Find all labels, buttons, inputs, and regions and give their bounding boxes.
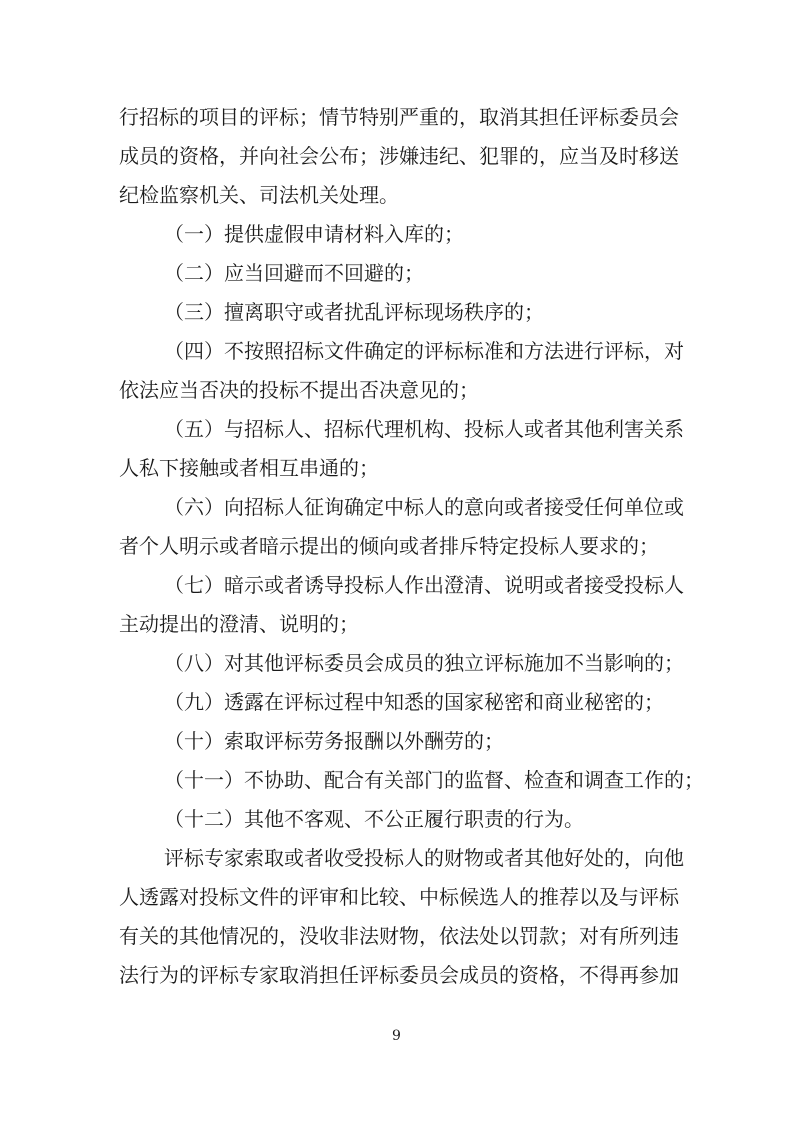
text-line: 依法应当否决的投标不提出否决意见的； xyxy=(119,378,479,402)
text-line: （六）向招标人征询确定中标人的意向或者接受任何单位或 xyxy=(164,495,684,519)
text-line: 人透露对投标文件的评审和比较、中标候选人的推荐以及与评标 xyxy=(119,885,679,909)
text-line: （二）应当回避而不回避的； xyxy=(164,261,424,285)
text-line: （七）暗示或者诱导投标人作出澄清、说明或者接受投标人 xyxy=(164,573,684,597)
text-line: （十）索取评标劳务报酬以外酬劳的； xyxy=(164,729,504,753)
text-line: 主动提出的澄清、说明的； xyxy=(119,612,359,636)
text-line: （十一）不协助、配合有关部门的监督、检查和调查工作的； xyxy=(164,768,704,792)
text-line: （十二）其他不客观、不公正履行职责的行为。 xyxy=(164,807,584,831)
text-line: 评标专家索取或者收受投标人的财物或者其他好处的，向他 xyxy=(164,846,684,870)
text-line: （一）提供虚假申请材料入库的； xyxy=(164,222,464,246)
text-line: （三）擅离职守或者扰乱评标现场秩序的； xyxy=(164,300,544,324)
body-text xyxy=(119,98,704,995)
text-line: 有关的其他情况的，没收非法财物，依法处以罚款；对有所列违 xyxy=(119,924,679,948)
page-number: 9 xyxy=(392,1028,401,1044)
text-line: （五）与招标人、招标代理机构、投标人或者其他利害关系 xyxy=(164,417,684,441)
text-line: （九）透露在评标过程中知悉的国家秘密和商业秘密的； xyxy=(164,690,664,714)
text-line: （四）不按照招标文件确定的评标标准和方法进行评标，对 xyxy=(164,339,684,363)
text-line: 成员的资格，并向社会公布；涉嫌违纪、犯罪的，应当及时移送 xyxy=(119,144,679,168)
text-line: 者个人明示或者暗示提出的倾向或者排斥特定投标人要求的； xyxy=(119,534,659,558)
text-line: 法行为的评标专家取消担任评标委员会成员的资格，不得再参加 xyxy=(119,963,679,987)
text-line: 纪检监察机关、司法机关处理。 xyxy=(119,183,399,207)
text-line: 人私下接触或者相互串通的； xyxy=(119,456,379,480)
text-line: （八）对其他评标委员会成员的独立评标施加不当影响的； xyxy=(164,651,684,675)
text-line: 行招标的项目的评标；情节特别严重的，取消其担任评标委员会 xyxy=(119,105,679,129)
